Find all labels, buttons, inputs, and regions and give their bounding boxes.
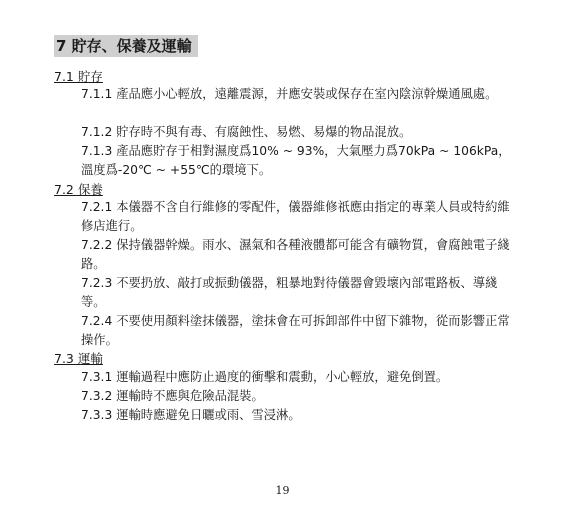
maintenance-item-2: 7.2.2 保持儀器幹燥。雨水、濕氣和各種液體都可能含有礦物質，會腐蝕電子綫路。	[81, 238, 510, 271]
storage-item-1: 7.1.1 產品應小心輕放，遠離震源，并應安裝或保存在室內陰涼幹燥通風處。	[81, 87, 498, 101]
storage-item-2: 7.1.2 貯存時不與有毒、有腐蝕性、易燃、易爆的物品混放。	[81, 125, 412, 139]
transport-item-3: 7.3.3 運輸時應避免日曬或雨、雪浸淋。	[81, 408, 301, 422]
maintenance-item-1: 7.2.1 本儀器不含自行維修的零配件，儀器維修祇應由指定的專業人員或特約維修店進行。	[81, 200, 510, 233]
transport-item-1: 7.3.1 運輸過程中應防止過度的衝擊和震動，小心輕放，避免倒置。	[81, 370, 449, 384]
section-heading-storage: 7.1 貯存	[54, 69, 103, 84]
chapter-title: 7 貯存、保養及運輸	[54, 35, 198, 57]
maintenance-item-3: 7.2.3 不要扔放、敲打或振動儀器，粗暴地對待儀器會毀壞內部電路板、導綫等。	[81, 276, 498, 309]
section-heading-transport: 7.3 運輸	[54, 351, 103, 366]
page-number: 19	[275, 484, 290, 497]
maintenance-item-4: 7.2.4 不要使用顏料塗抹儀器，塗抹會在可拆卸部件中留下雜物，從而影響正常操作。	[81, 314, 510, 347]
storage-item-3: 7.1.3 產品應貯存于相對濕度爲10% ~ 93%，大氣壓力爲70kPa ~ 106kPa，溫度爲-20℃ ~ +55℃的環境下。	[81, 144, 511, 177]
transport-item-2: 7.3.2 運輸時不應與危險品混裝。	[81, 389, 264, 403]
section-heading-maintenance: 7.2 保養	[54, 182, 103, 197]
